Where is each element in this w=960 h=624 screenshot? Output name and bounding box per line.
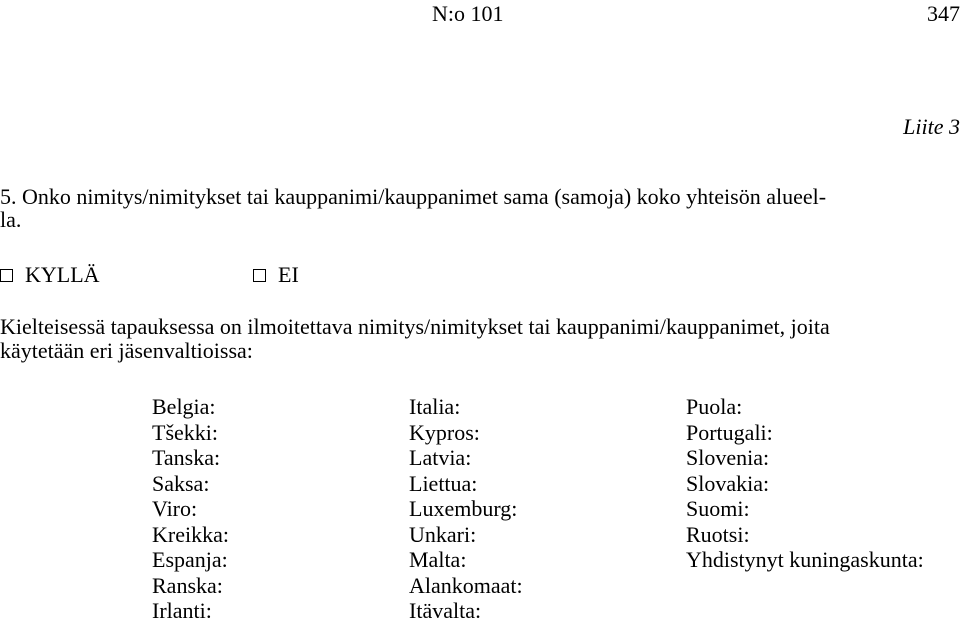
option-no-label: EI bbox=[278, 262, 299, 287]
country-label: Italia: bbox=[409, 394, 461, 419]
country-label: Itävalta: bbox=[409, 598, 482, 623]
question-line-1: 5. Onko nimitys/nimitykset tai kauppanimi/kauppanimet sama (samoja) koko yhteisön alueel- bbox=[0, 184, 827, 209]
option-yes[interactable] bbox=[0, 264, 100, 286]
country-label: Tanska: bbox=[152, 445, 221, 470]
country-label: Liettua: bbox=[409, 470, 478, 496]
country-label: Kypros: bbox=[409, 419, 480, 445]
country-label: Belgia: bbox=[152, 394, 216, 419]
country-label: Kreikka: bbox=[152, 521, 229, 547]
country-column-1 bbox=[152, 394, 229, 624]
country-label: Slovakia: bbox=[686, 470, 770, 496]
country-column-3 bbox=[686, 394, 924, 573]
country-label: Unkari: bbox=[409, 521, 477, 547]
note-line-1: Kielteisessä tapauksessa on ilmoitettava nimitys/nimitykset tai kauppanimi/kauppanimet, joita bbox=[0, 314, 830, 339]
country-label: Ruotsi: bbox=[686, 521, 750, 547]
country-column-2 bbox=[409, 394, 523, 624]
journal-number: N:o 101 bbox=[432, 1, 504, 26]
country-label: Luxemburg: bbox=[409, 496, 518, 521]
country-label: Slovenia: bbox=[686, 445, 770, 470]
country-label: Alankomaat: bbox=[409, 572, 523, 598]
country-label: Portugali: bbox=[686, 419, 773, 445]
checkbox-yes[interactable] bbox=[0, 269, 13, 282]
country-label: Ranska: bbox=[152, 572, 223, 598]
question-line-2: la. bbox=[0, 207, 22, 232]
country-label: Irlanti: bbox=[152, 598, 212, 623]
checkbox-no[interactable] bbox=[253, 269, 266, 282]
option-no[interactable] bbox=[253, 264, 299, 286]
country-label: Puola: bbox=[686, 394, 743, 419]
page-number: 347 bbox=[927, 1, 960, 26]
country-label: Suomi: bbox=[686, 496, 750, 521]
country-label: Latvia: bbox=[409, 445, 472, 470]
country-label: Yhdistynyt kuningaskunta: bbox=[686, 547, 924, 572]
note-line-2: käytetään eri jäsenvaltioissa: bbox=[0, 338, 253, 363]
country-label: Viro: bbox=[152, 496, 198, 521]
country-label: Saksa: bbox=[152, 470, 210, 496]
country-label: Tšekki: bbox=[152, 419, 218, 445]
option-yes-label: KYLLÄ bbox=[25, 262, 100, 287]
annex-label: Liite 3 bbox=[903, 114, 960, 139]
country-label: Malta: bbox=[409, 547, 467, 572]
country-label: Espanja: bbox=[152, 547, 228, 572]
